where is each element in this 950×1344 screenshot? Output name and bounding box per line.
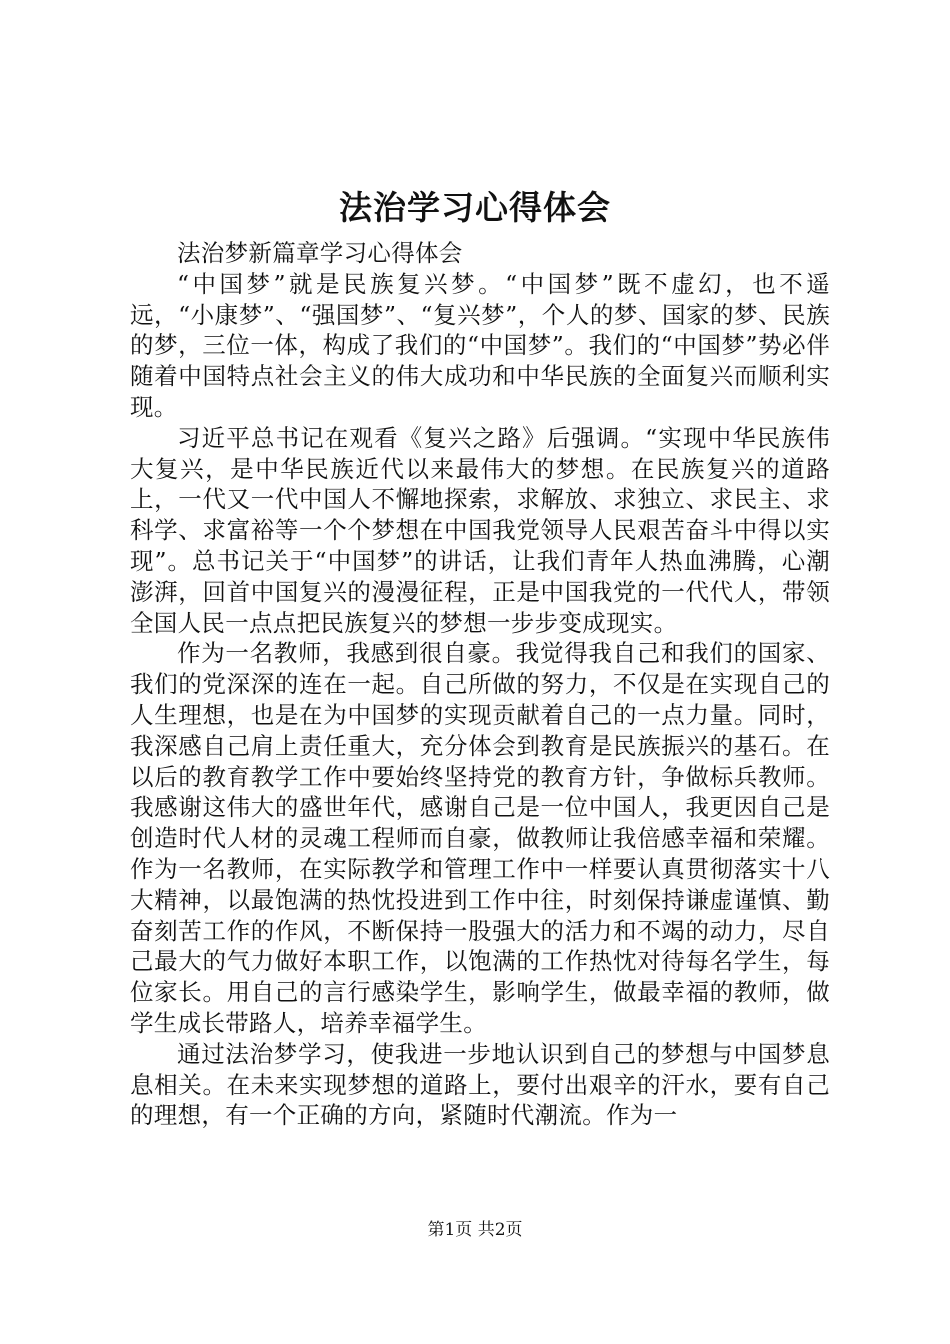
document-title: 法治学习心得体会	[339, 188, 611, 227]
body-paragraph: 习近平总书记在观看《复兴之路》后强调。“实现中华民族伟大复兴，是中华民族近代以来最伟大的梦想。在民族复兴的道路上，一代又一代中国人不懈地探索，求解放、求独立、求民主、求科学、求富裕等一个个梦想在中国我党领导人民艰苦奋斗中得以实现”。总书记关于“中国梦”的讲话，让我们青年人热血沸腾，心潮澎湃，回首中国复兴的漫漫征程，正是中国我党的一代代人，带领全国人民一点点把民族复兴的梦想一步步变成现实。	[130, 423, 830, 637]
subtitle-paragraph: 法治梦新篇章学习心得体会	[177, 239, 463, 267]
page-number-footer: 第1页 共2页	[427, 1220, 523, 1240]
document-body	[130, 238, 830, 1131]
body-paragraph: “中国梦”就是民族复兴梦。“中国梦”既不虚幻，也不遥远，“小康梦”、“强国梦”、“复兴梦”，个人的梦、国家的梦、民族的梦，三位一体，构成了我们的“中国梦”。我们的“中国梦”势必伴随着中国特点社会主义的伟大成功和中华民族的全面复兴而顺利实现。	[130, 269, 830, 421]
body-paragraph: 作为一名教师，我感到很自豪。我觉得我自己和我们的国家、我们的党深深的连在一起。自己所做的努力，不仅是在实现自己的人生理想，也是在为中国梦的实现贡献着自己的一点力量。同时，我深感自己肩上责任重大，充分体会到教育是民族振兴的基石。在以后的教育教学工作中要始终坚持党的教育方针，争做标兵教师。我感谢这伟大的盛世年代，感谢自己是一位中国人，我更因自己是创造时代人材的灵魂工程师而自豪，做教师让我倍感幸福和荣耀。作为一名教师，在实际教学和管理工作中一样要认真贯彻落实十八大精神，以最饱满的热忱投进到工作中往，时刻保持谦虚谨慎、勤奋刻苦工作的作风，不断保持一股强大的活力和不竭的动力，尽自己最大的气力做好本职工作，以饱满的工作热忱对待每名学生，每位家长。用自己的言行感染学生，影响学生，做最幸福的教师，做学生成长带路人，培养幸福学生。	[130, 639, 830, 1037]
body-paragraph: 通过法治梦学习，使我进一步地认识到自己的梦想与中国梦息息相关。在未来实现梦想的道路上，要付出艰辛的汗水，要有自己的理想，有一个正确的方向，紧随时代潮流。作为一	[130, 1039, 830, 1130]
